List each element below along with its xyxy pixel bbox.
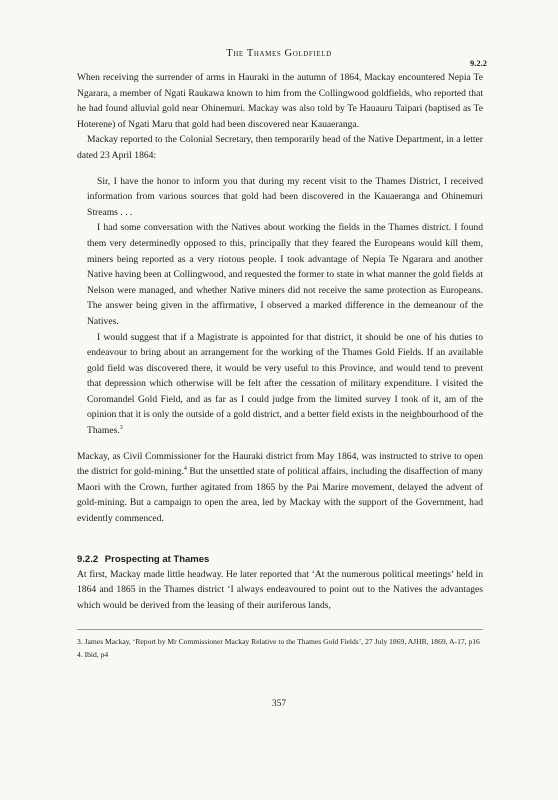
running-head: The Thames Goldfield: [226, 48, 332, 59]
paragraph-civil-commissioner-a: Mackay, as Civil Commissioner for the Hauraki district from May 1864, was instructed to strive to open the district for gold-mining.: [77, 450, 483, 478]
section-heading: [77, 553, 483, 567]
section-reference: 9.2.2: [470, 58, 487, 68]
footnote-marker-3[interactable]: 3: [119, 424, 123, 431]
section-heading-title: Prospecting at Thames: [104, 553, 210, 565]
quote-paragraph-2: I had some conversation with the Natives about working the fields in the Thames district. I found them very determinedly opposed to this, principally that they feared the Europeans would kill them, miners being reported as a very riotous people. I took advantage of Nepia Te Ngarara and another Native having been at Collingwood, and requested the former to state in what manner the gold fields at Nelson were managed, and whether Native miners did not receive the same protection as Europeans. The answer being given in the affirmative, I observed a marked difference in the demeanour of the Natives.: [87, 222, 483, 327]
footnote-marker-4[interactable]: 4: [183, 466, 187, 473]
paragraph-surrender-of-arms: When receiving the surrender of arms in Hauraki in the autumn of 1864, Mackay encountered Nepia Te Ngarara, a member of Ngati Raukawa known to him from the Collingwood goldfields, who reported that he had found alluvial gold near Ohinemuri. Mackay was also told by Te Hauauru Taipari (baptised as Te Hoterene) of Ngati Maru that gold had been discovered near Kauaeranga.: [77, 72, 483, 130]
page-number: 357: [271, 699, 287, 709]
body-text: [77, 70, 483, 613]
block-quote-letter: [87, 174, 483, 439]
footnote-3: 3. James Mackay, ‘Report by Mr Commissioner Mackay Relative to the Thames Gold Fields’, 27 July 1869, AJHR, 1869, A-17, p16: [77, 637, 480, 646]
footnote-4: 4. Ibid, p4: [77, 649, 109, 659]
paragraph-civil-commissioner: [77, 449, 483, 527]
quote-paragraph-3-text: I would suggest that if a Magistrate is appointed for that district, it should be one of his duties to endeavour to bring about an arrangement for the working of the Thames Gold Fields. If an available gold field was discovered there, it would be very useful to this Province, and would tend to prevent that depression which otherwise will be felt after the cessation of military expenditure. I visited the Coromandel Gold Field, and as far as I could judge from the limited survey I took of it, am of the opinion that it is only the outside of a gold district, and a better field exists in the neighbourhood of the Thames.: [87, 331, 483, 437]
footnote-divider: [77, 629, 483, 630]
quote-paragraph-1: Sir, I have the honor to inform you that during my recent visit to the Thames District, I received information from various sources that gold had been discovered in the Kauaeranga and Ohinemuri Streams . . .: [87, 175, 483, 218]
paragraph-report-to-colonial-secretary: Mackay reported to the Colonial Secretary, then temporarily head of the Native Department, in a letter dated 23 April 1864:: [77, 134, 483, 161]
footnotes: [77, 629, 483, 661]
paragraph-prospecting: At first, Mackay made little headway. He later reported that ‘At the numerous political meetings’ held in 1864 and 1865 in the Thames district ‘I always endeavoured to point out to the Natives the advantages which would be derived from the leasing of their auriferous lands,: [77, 568, 483, 611]
quote-paragraph-3: [87, 330, 483, 439]
section-heading-number: 9.2.2: [77, 553, 99, 565]
paragraph-civil-commissioner-b: But the unsettled state of political affairs, including the disaffection of many Maori with the Crown, further agitated from 1865 by the Pai Marire movement, delayed the advent of gold-mining. But a campaign to open the area, led by Mackay with the support of the Government, had evidently commenced.: [77, 466, 483, 525]
